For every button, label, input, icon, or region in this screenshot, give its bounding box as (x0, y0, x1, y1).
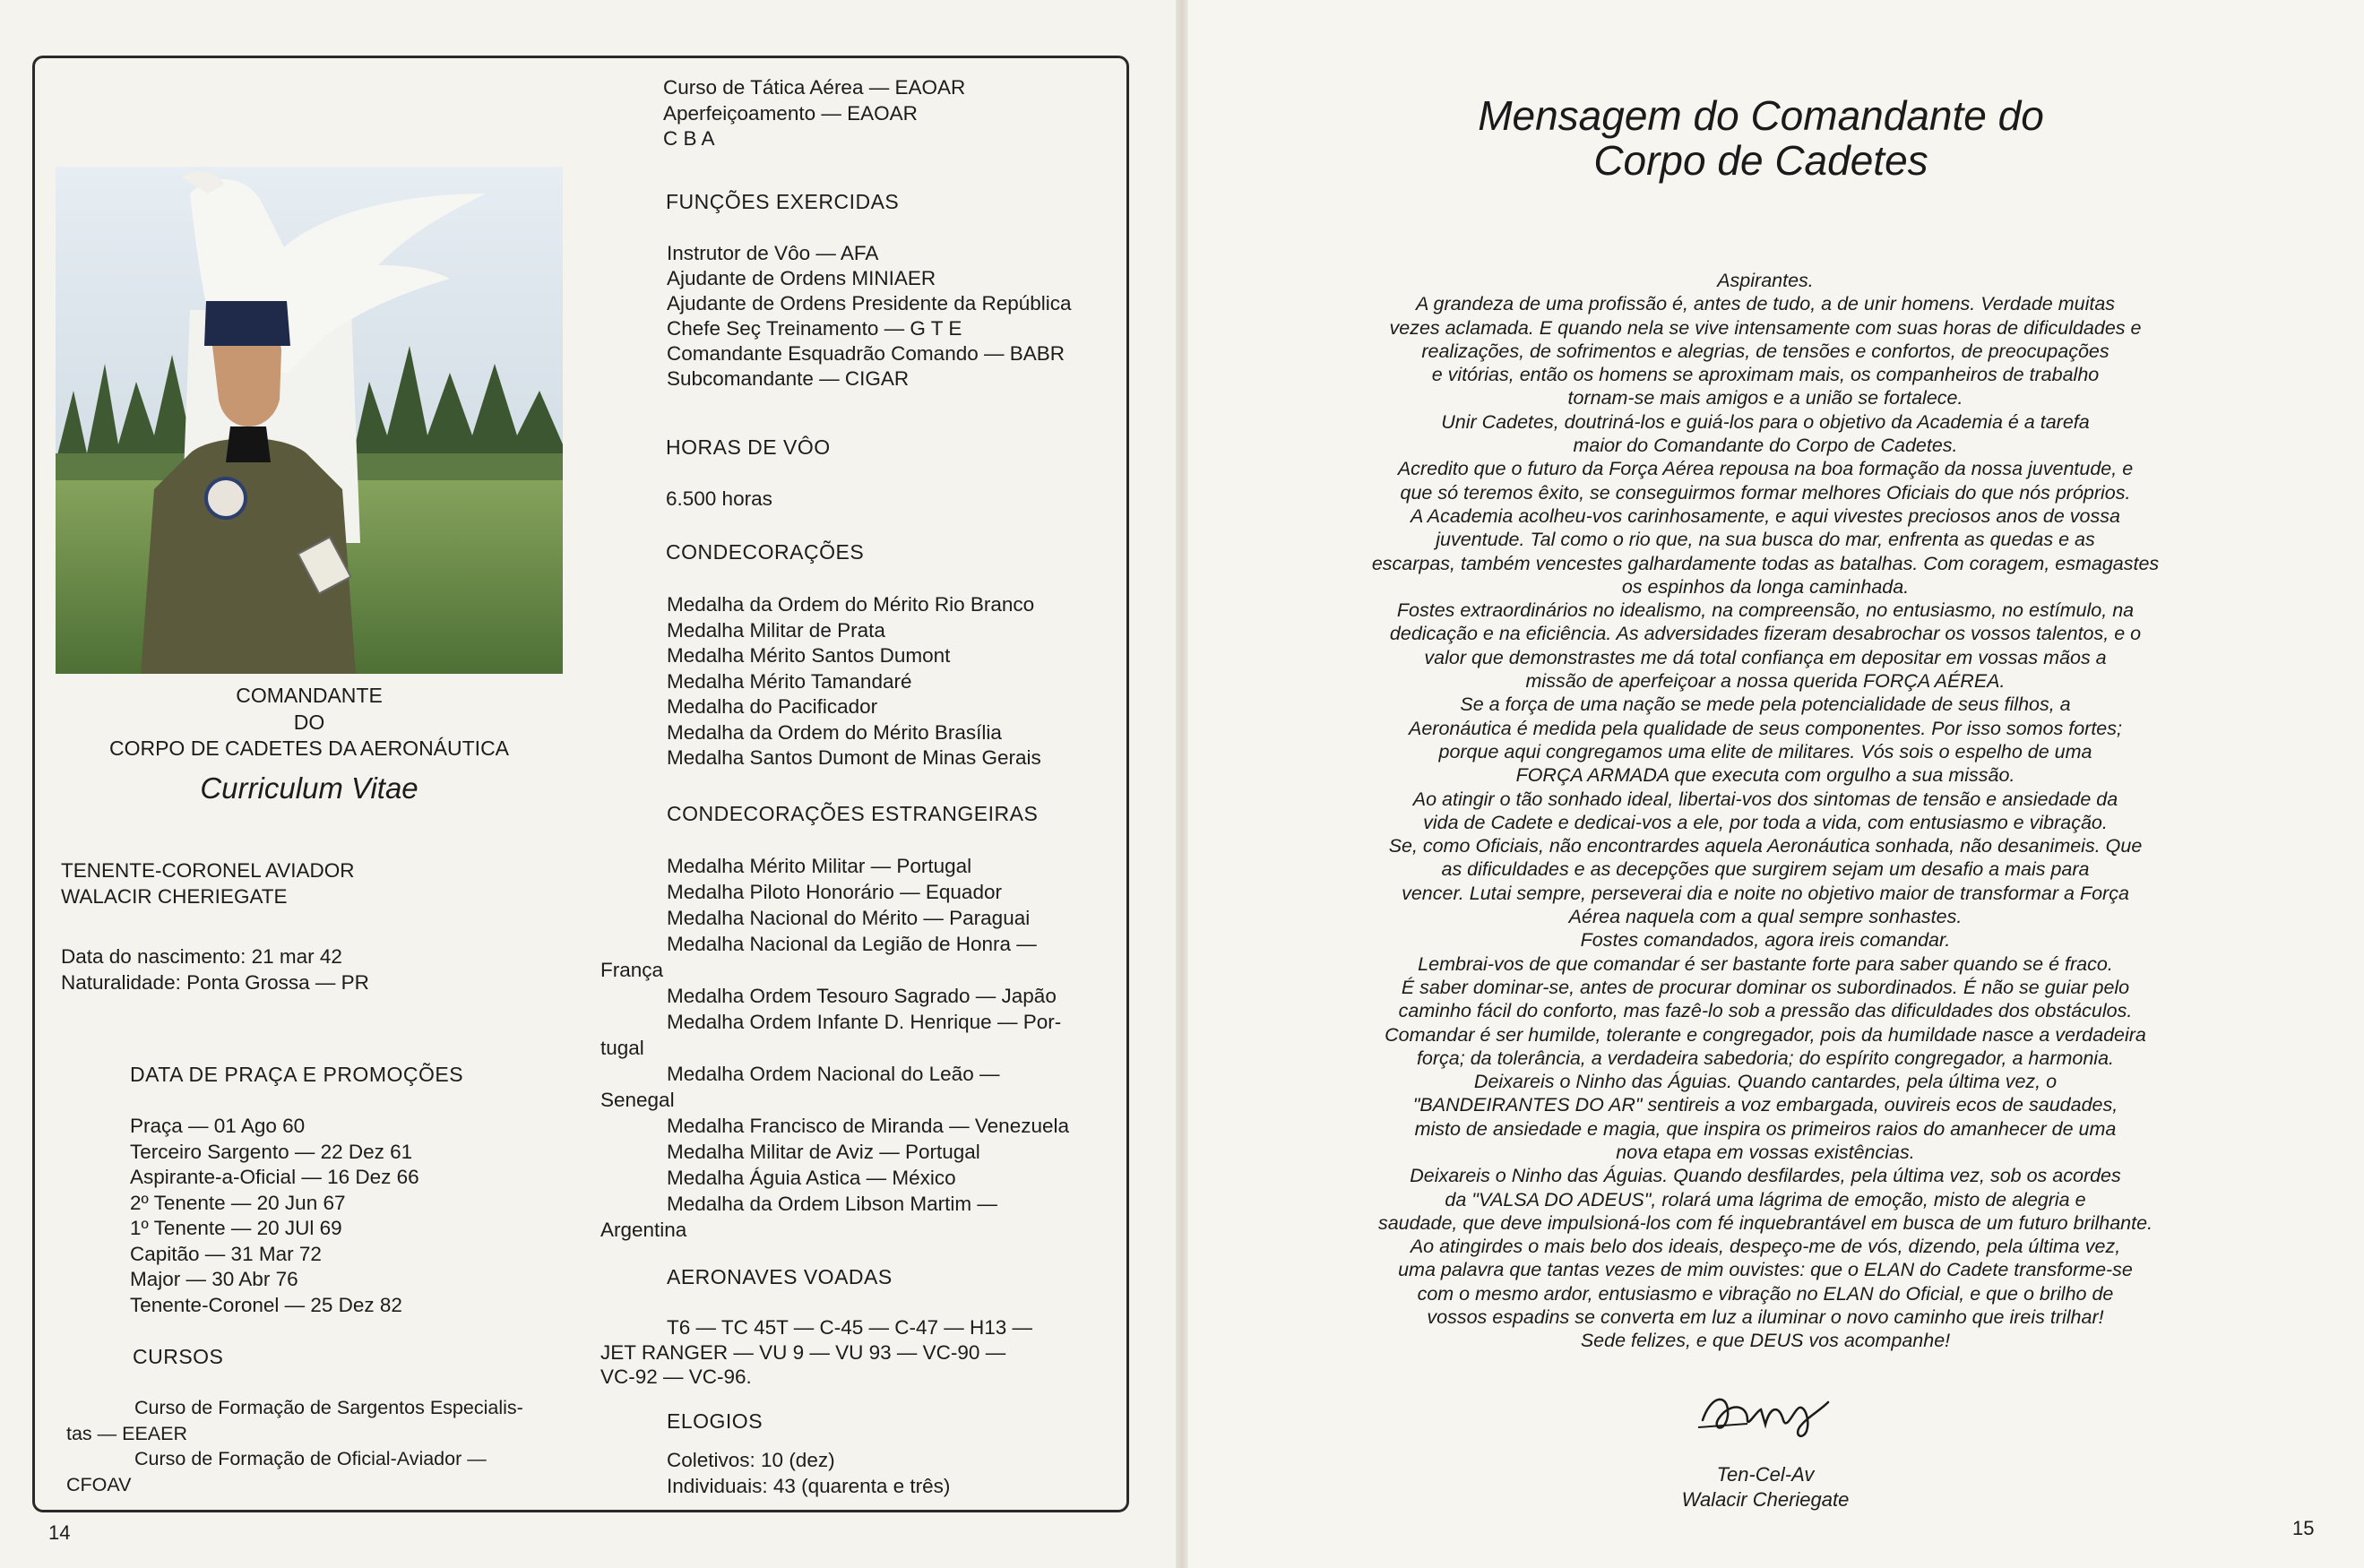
course-line: Aperfeiçoamento — EAOAR (663, 101, 918, 125)
list-item: 2º Tenente — 20 Jun 67 (130, 1191, 346, 1214)
list-item: Medalha Ordem Tesouro Sagrado — Japão (667, 985, 1057, 1007)
list-item: Terceiro Sargento — 22 Dez 61 (130, 1140, 413, 1163)
decorations-heading: CONDECORAÇÕES (666, 540, 865, 564)
message-line: vezes aclamada. E quando nela se vive intensamente com suas horas de dificuldades e (1389, 316, 2142, 339)
list-item: Medalha da Ordem do Mérito Rio Branco (667, 593, 1035, 616)
praise-collective: Coletivos: 10 (dez) (667, 1449, 835, 1471)
list-item-continued: tugal (600, 1037, 644, 1059)
list-item: Instrutor de Vôo — AFA (667, 242, 879, 264)
list-item: Ajudante de Ordens MINIAER (667, 267, 936, 289)
message-line: vida de Cadete e dedicai-vos a ele, por toda a vida, com entusiasmo e vibração. (1423, 811, 2108, 833)
caption-line-3: CORPO DE CADETES DA AERONÁUTICA (108, 737, 510, 760)
message-line: misto de ansiedade e magia, que inspira os primeiros raios do amanhecer de uma (1414, 1117, 2117, 1140)
message-line: porque aqui congregamos uma elite de militares. Vós sois o espelho de uma (1438, 740, 2092, 762)
message-line: maior do Comandante do Corpo de Cadetes. (1573, 435, 1958, 457)
list-item: Comandante Esquadrão Comando — BABR (667, 342, 1066, 365)
message-line: vencer. Lutai sempre, perseverai dia e noite no objetivo maior de transformar a Força (1402, 882, 2129, 904)
message-line: nova etapa em vossas existências. (1616, 1141, 1915, 1163)
aircraft-heading: AERONAVES VOADAS (667, 1265, 893, 1288)
message-line: com o mesmo ardor, entusiasmo e vibração no ELAN do Oficial, e que o brilho de (1417, 1282, 2114, 1305)
message-line: saudade, que deve impulsioná-los com fé inquebrantável em busca de um futuro brilhante. (1377, 1211, 2153, 1234)
message-line: Aérea naquela com a qual sempre sonhastes. (1568, 906, 1963, 928)
praise-heading: ELOGIOS (667, 1409, 764, 1433)
handwritten-signature-icon (1694, 1384, 1837, 1447)
book-spine (1176, 0, 1188, 1568)
message-line: "BANDEIRANTES DO AR" sentireis a voz embargada, ouvireis ecos de saudades, (1412, 1094, 2118, 1116)
list-item: Medalha Nacional do Mérito — Paraguai (667, 907, 1031, 929)
message-title (1416, 93, 2106, 183)
message-line: tornam-se mais amigos e a união se fortalece. (1567, 387, 1963, 409)
course-line: Curso de Formação de Sargentos Especialis- (134, 1397, 523, 1418)
aircraft-list (600, 1315, 1032, 1390)
message-line: Fostes comandados, agora ireis comandar. (1580, 929, 1951, 952)
message-line: os espinhos da longa caminhada. (1621, 575, 1910, 598)
course-line: tas — EEAER (66, 1422, 188, 1444)
list-item-continued: França (600, 959, 664, 981)
message-line: Aeronáutica é medida pela qualidade de seus componentes. Por isso somos fortes; (1409, 717, 2122, 739)
list-item: Subcomandante — CIGAR (667, 367, 910, 390)
flight-hours-heading: HORAS DE VÔO (666, 435, 831, 459)
praise-individual: Individuais: 43 (quarenta e três) (667, 1475, 951, 1497)
courses-list (66, 1395, 523, 1497)
message-line: Unir Cadetes, doutriná-los e guiá-los para o objetivo da Academia é a tarefa (1441, 410, 2090, 433)
message-line: juventude. Tal como o rio que, na sua busca do mar, enfrenta as quedas e as (1436, 529, 2095, 551)
message-line: valor que demonstrastes me dá total confiança em depositar em vossas mãos a (1424, 646, 2107, 668)
message-body (1299, 269, 2231, 1353)
decorations-list (667, 592, 1041, 771)
list-item: Medalha Nacional da Legião de Honra — (667, 933, 1037, 955)
birth-place: Naturalidade: Ponta Grossa — PR (61, 970, 369, 994)
message-line: Fostes extraordinários no idealismo, na compreensão, no entusiasmo, no estímulo, na (1396, 599, 2135, 622)
praise-list (667, 1447, 950, 1499)
foreign-decorations-heading: CONDECORAÇÕES ESTRANGEIRAS (667, 802, 1039, 825)
aircraft-line: JET RANGER — VU 9 — VU 93 — VC-90 — (600, 1340, 1006, 1364)
message-line: Acredito que o futuro da Força Aérea repousa na boa formação da nossa juventude, e (1397, 458, 2134, 480)
message-line: Ao atingirdes o mais belo dos ideais, despeço-me de vós, dizendo, pela última vez, (1410, 1236, 2121, 1258)
list-item: Medalha Ordem Nacional do Leão — (667, 1063, 1000, 1085)
message-line: A Academia acolheu-vos carinhosamente, e aqui vivestes preciosos anos de vossa (1411, 504, 2120, 527)
list-item: Tenente-Coronel — 25 Dez 82 (130, 1293, 402, 1316)
message-line: Se a força de uma nação se mede pela potencialidade de seus filhos, a (1460, 694, 2071, 716)
list-item: Capitão — 31 Mar 72 (130, 1242, 322, 1265)
list-item: Medalha da Ordem Libson Martim — (667, 1193, 997, 1215)
list-item: Ajudante de Ordens Presidente da República (667, 292, 1072, 314)
eagle-statue-photo-icon (56, 167, 563, 674)
signature-block (1631, 1462, 1900, 1512)
course-line: CFOAV (66, 1473, 132, 1495)
rank-line-2: WALACIR CHERIEGATE (61, 884, 288, 908)
signature-name: Walacir Cheriegate (1681, 1488, 1850, 1511)
message-line: e vitórias, então os homens se aproximam mais, os companheiros de trabalho (1431, 364, 2100, 386)
title-line-1: Mensagem do Comandante do (1478, 92, 2044, 139)
list-item: Chefe Seç Treinamento — G T E (667, 317, 962, 340)
message-line: dedicação e na eficiência. As adversidades fizeram desabrochar os vossos talentos, e o (1389, 623, 2142, 645)
list-item: Medalha Francisco de Miranda — Venezuela (667, 1115, 1070, 1137)
message-line: uma palavra que tantas vezes de mim ouvistes: que o ELAN do Cadete transforme-se (1398, 1259, 2133, 1281)
message-line: escarpas, também vencestes galhardamente todas as batalhas. Com coragem, esmagastes (1371, 552, 2160, 574)
rank-line-1: TENENTE-CORONEL AVIADOR (61, 859, 355, 882)
birth-date: Data do nascimento: 21 mar 42 (61, 945, 342, 968)
message-line: que só teremos êxito, se conseguirmos formar melhores Oficiais do que nós próprios. (1400, 481, 2131, 504)
message-line: Comandar é ser humilde, tolerante e congregador, pois da humildade nasce a verdadeira (1385, 1023, 2146, 1046)
identity-block (61, 858, 355, 909)
courses-continued (663, 75, 965, 152)
list-item: Aspirante-a-Oficial — 16 Dez 66 (130, 1166, 419, 1188)
list-item: Medalha Santos Dumont de Minas Gerais (667, 746, 1041, 769)
foreign-decorations-list (600, 853, 1069, 1243)
list-item: Medalha Militar de Aviz — Portugal (667, 1141, 980, 1163)
courses-heading: CURSOS (133, 1345, 224, 1368)
caption-line-1: COMANDANTE (236, 684, 383, 707)
list-item: Praça — 01 Ago 60 (130, 1115, 306, 1137)
functions-list (667, 241, 1072, 392)
message-line: força; da tolerância, a verdadeira sabedoria; do espírito congregador, a harmonia. (1416, 1047, 2115, 1069)
promotions-list (130, 1114, 419, 1318)
list-item: Medalha Águia Astica — México (667, 1167, 956, 1189)
curriculum-subtitle: Curriculum Vitae (200, 771, 418, 805)
message-line: É saber dominar-se, antes de procurar dominar os subordinados. É não se guiar pelo (1401, 976, 2130, 998)
course-line: Curso de Tática Aérea — EAOAR (663, 76, 966, 99)
list-item: Major — 30 Abr 76 (130, 1268, 298, 1290)
message-line: Deixareis o Ninho das Águias. Quando cantardes, pela última vez, o (1473, 1071, 2058, 1093)
list-item: Medalha Mérito Tamandaré (667, 669, 912, 693)
birth-block (61, 944, 369, 995)
list-item: Medalha do Pacificador (667, 695, 878, 718)
message-line: as dificuldades e as decepções que surgirem sejam um desafio a mais para (1441, 858, 2090, 881)
aircraft-line: VC-92 — VC-96. (600, 1366, 752, 1388)
message-line: A grandeza de uma profissão é, antes de tudo, a de unir homens. Verdade muitas (1415, 293, 2116, 315)
list-item-continued: Argentina (600, 1219, 687, 1241)
list-item: Medalha Militar de Prata (667, 618, 885, 642)
title-line-2: Corpo de Cadetes (1593, 137, 1928, 184)
message-line: Sede felizes, e que DEUS vos acompanhe! (1580, 1330, 1951, 1352)
caption-line-2: DO (293, 710, 325, 734)
page-number-left: 14 (48, 1521, 71, 1544)
message-line: FORÇA ARMADA que executa com orgulho a sua missão. (1515, 764, 2015, 787)
list-item: Medalha Piloto Honorário — Equador (667, 881, 1002, 903)
message-line: da "VALSA DO ADEUS", rolará uma lágrima de emoção, misto de alegria e (1445, 1188, 2086, 1210)
promotions-heading: DATA DE PRAÇA E PROMOÇÕES (130, 1063, 464, 1086)
message-line: realizações, de sofrimentos e alegrias, de tensões e confortos, de preocupações (1421, 340, 2109, 362)
list-item: Medalha Mérito Santos Dumont (667, 644, 951, 667)
message-line: Aspirantes. (1717, 270, 1814, 291)
message-line: Deixareis o Ninho das Águias. Quando desfilardes, pela última vez, sob os acordes (1410, 1165, 2121, 1187)
course-line: C B A (663, 127, 715, 150)
message-line: caminho fácil do conforto, mas fazê-lo sob a pressão das dificuldades dos obstáculos. (1398, 1000, 2133, 1022)
signature-rank: Ten-Cel-Av (1716, 1463, 1815, 1486)
list-item: Medalha da Ordem do Mérito Brasília (667, 720, 1002, 744)
course-line: Curso de Formação de Oficial-Aviador — (134, 1448, 487, 1469)
page-number-right: 15 (2292, 1517, 2315, 1539)
message-line: Se, como Oficiais, não encontrardes aquela Aeronáutica sonhada, não desanimeis. Que (1388, 835, 2143, 857)
message-line: missão de aperfeiçoar a nossa querida FORÇA AÉREA. (1525, 670, 2006, 693)
functions-heading: FUNÇÕES EXERCIDAS (666, 190, 900, 213)
list-item-continued: Senegal (600, 1089, 675, 1111)
message-line: Ao atingir o tão sonhado ideal, libertai-vos dos sintomas de tensão e ansiedade da (1412, 788, 2118, 810)
aircraft-line: T6 — TC 45T — C-45 — C-47 — H13 — (667, 1316, 1033, 1339)
message-line: Lembrai-vos de que comandar é ser bastante forte para saber quando se é fraco. (1418, 952, 2113, 975)
list-item: Medalha Mérito Militar — Portugal (667, 855, 972, 877)
message-line: vossos espadins se converta em luz a iluminar o novo caminho que ireis trilhar! (1427, 1306, 2104, 1329)
caption-block (56, 683, 563, 805)
commander-photo (56, 167, 563, 674)
flight-hours-value: 6.500 horas (666, 487, 772, 510)
list-item: Medalha Ordem Infante D. Henrique — Por- (667, 1011, 1062, 1033)
list-item: 1º Tenente — 20 JUl 69 (130, 1217, 342, 1239)
